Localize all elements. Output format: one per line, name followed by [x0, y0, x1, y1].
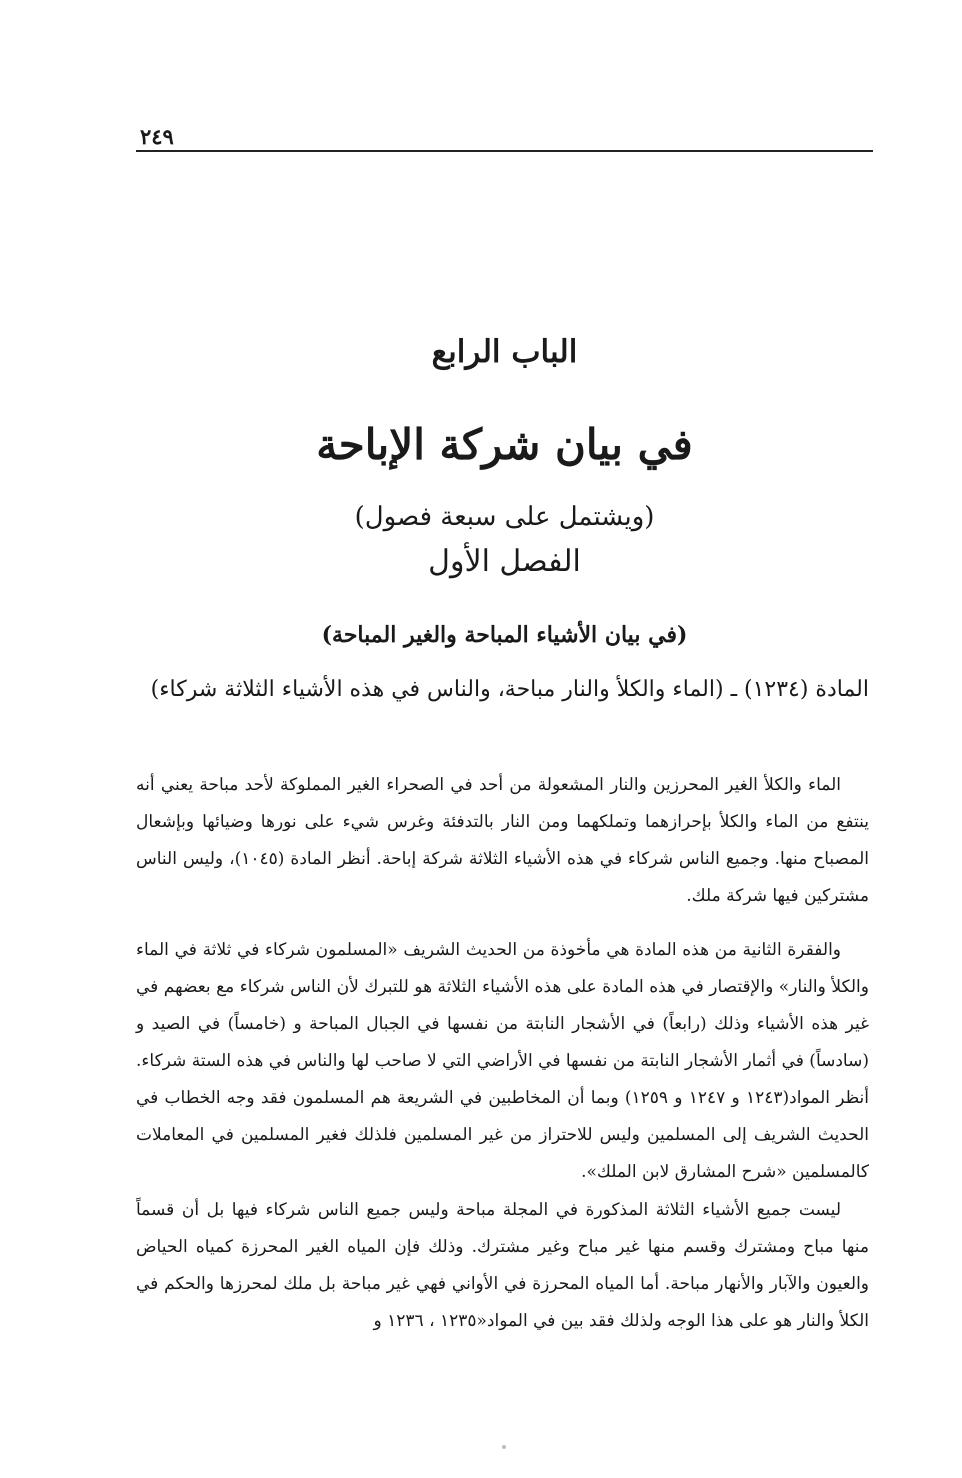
commentary-paragraph-2: والفقرة الثانية من هذه المادة هي مأخوذة من الحديث الشريف «المسلمون شركاء في ثلاثة في الماء والكلأ والنار» والإقتصار في هذه المادة على هذه الأشياء الثلاثة هو للتبرك لأن الناس شركاء مع بعضهم في غير هذه الأشياء وذلك (رابعاً) في الأشجار النابتة من نفسها في الجبال المباحة و (خامساً) في الصيد و (سادساً) في أثمار الأشجار النابتة من نفسها في الأراضي التي لا صاحب لها والناس في هذه الستة شركاء. أنظر المواد(١٢٤٣ و ١٢٤٧ و ١٢٥٩) وبما أن المخاطبين في الشريعة هم المسلمون فقد وجه الخطاب في الحديث الشريف إلى المسلمين وليس للاحتراز من غير المسلمين فلذلك فغير المسلمين في المعاملات كالمسلمين «شرح المشارق لابن الملك».	[136, 940, 869, 1182]
commentary-paragraph-1: الماء والكلأ الغير المحرزين والنار المشعولة من أحد في الصحراء الغير المملوكة لأحد مباحة يعني أنه ينتفع من الماء والكلأ بإحرازهما وتملكهما ومن النار بالتدفئة وغرس شيء على نورها وضيائها وبإشعال المصباح منها. وجميع الناس شركاء في هذه الأشياء الثلاثة شركة إباحة. أنظر المادة (١٠٤٥)، وليس الناس مشتركين فيها شركة ملك.	[136, 775, 869, 906]
chapter-title: الفصل الأول	[428, 544, 581, 579]
page-number: ٢٤٩	[140, 124, 174, 149]
header-rule	[136, 150, 873, 152]
scan-dot	[502, 1445, 506, 1449]
subtitle: (ويشتمل على سبعة فصول)	[354, 502, 655, 532]
main-title: في بيان شركة الإباحة	[316, 420, 693, 469]
part-title: الباب الرابع	[431, 334, 578, 370]
section-heading: (في بيان الأشياء المباحة والغير المباحة)	[321, 622, 688, 648]
commentary-paragraph-3: ليست جميع الأشياء الثلاثة المذكورة في المجلة مباحة وليس جميع الناس شركاء فيها بل أن قسماً منها مباح ومشترك وقسم منها غير مباح وغير مشترك. وذلك فإن المياه الغير المحرزة كمياه الحياض والعيون والآبار والأنهار مباحة. أما المياه المحرزة في الأواني فهي غير مباحة بل ملك لمحرزها والحكم في الكلأ والنار هو على هذا الوجه ولذلك فقد بين في المواد«١٢٣٥ ، ١٢٣٦ و	[136, 1200, 869, 1331]
article-text: المادة (١٢٣٤) ـ (الماء والكلأ والنار مباحة، والناس في هذه الأشياء الثلاثة شركاء)	[150, 677, 869, 702]
